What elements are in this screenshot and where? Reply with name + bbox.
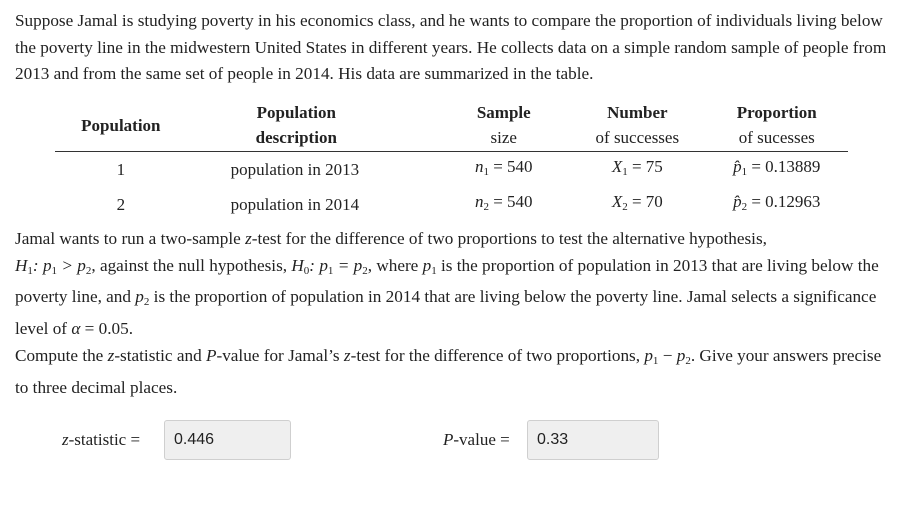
row-proportion: $p̂_1 = 0.13889$: [733, 157, 821, 178]
z-statistic-label: z-statistic =: [62, 430, 141, 449]
question-paragraph: Compute the z-statistic and P-value for Jamal’s z-test for the difference of two proportions, $p_1 - p_2$. Give your answers precise to three decimal places.: [15, 346, 882, 397]
row-successes: $X_1 = 75$: [611, 157, 663, 178]
p-value-input[interactable]: 0.33: [527, 420, 659, 460]
row-proportion: $p̂_2 = 0.12963$: [733, 192, 821, 213]
header-description: Population description: [187, 99, 439, 152]
header-population: Population: [55, 99, 187, 152]
z-statistic-input[interactable]: 0.446: [164, 420, 291, 460]
data-table: [55, 99, 848, 222]
row-description: population in 2014: [230, 194, 360, 214]
row-sample-size: $n_2 = 540$: [474, 192, 533, 213]
row-sample-size: $n_1 = 540$: [474, 157, 533, 178]
header-sample-size: Sample size: [438, 99, 569, 152]
row-population: 2: [116, 194, 126, 214]
row-successes: $X_2 = 70$: [611, 192, 663, 213]
p-value-label: P-value =: [443, 430, 510, 449]
row-population: 1: [116, 159, 126, 179]
table-row: [55, 152, 848, 188]
problem-intro: Suppose Jamal is studying poverty in his economics class, and he wants to compare the proportion of individuals living below the poverty line in the midwestern United States in different years. He collects data on a simple random sample of people from 2013 and from the same set of people in 2014. His data are summarized in the table.: [15, 11, 887, 83]
header-number-successes: Number of successes: [569, 99, 705, 152]
row-description: population in 2013: [230, 159, 360, 179]
table-header-row: [55, 99, 848, 152]
hypothesis-paragraph: Jamal wants to run a two-sample z-test for the difference of two proportions to test the alternative hypothesis, $H_1$: $p_1 > p_2$, against the null hypothesis, $H_0$: $p_1 = p_2$, where $p_1$ is the proportion of population in 2013 that are living below the poverty line, and $p_2$ is the proportion of population in 2014 that are living below the poverty line. Jamal selects a significance level of α = 0.05.: [15, 229, 879, 338]
header-proportion: Proportion of sucesses: [706, 99, 848, 152]
table-row: [55, 187, 848, 222]
